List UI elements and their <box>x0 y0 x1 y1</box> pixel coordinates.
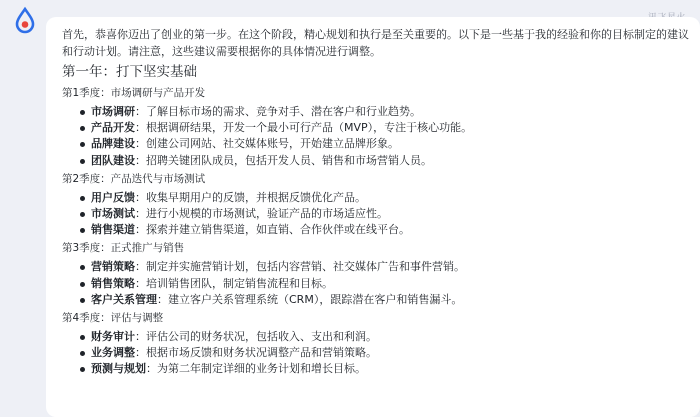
item-label: 财务审计 <box>91 330 135 344</box>
item-text: ：评估公司的财务状况，包括收入、支出和利润。 <box>135 330 377 344</box>
item-text: ：招聘关键团队成员，包括开发人员、销售和市场营销人员。 <box>135 153 432 167</box>
item-text: ：制定并实施营销计划，包括内容营销、社交媒体广告和事件营销。 <box>135 260 465 274</box>
item-text: ：为第二年制定详细的业务计划和增长目标。 <box>146 362 366 376</box>
quarter-item-list <box>62 190 690 239</box>
list-item <box>62 361 690 377</box>
item-label: 预测与规划 <box>91 362 146 376</box>
bullet-icon <box>80 142 85 147</box>
item-text: ：根据调研结果，开发一个最小可行产品（MVP），专注于核心功能。 <box>135 121 473 135</box>
list-item <box>62 329 690 345</box>
item-text: ：建立客户关系管理系统（CRM），跟踪潜在客户和销售漏斗。 <box>157 292 463 306</box>
list-item <box>62 206 690 222</box>
quarter-title: 第2季度：产品迭代与市场测试 <box>62 172 206 185</box>
list-item <box>62 190 690 206</box>
item-label: 营销策略 <box>91 260 135 274</box>
list-item <box>62 120 690 136</box>
bullet-icon <box>80 298 85 303</box>
quarter-item-list <box>62 259 690 308</box>
list-item <box>62 136 690 152</box>
quarter-title: 第3季度：正式推广与销售 <box>62 242 185 255</box>
quarter-item-list <box>62 104 690 169</box>
item-text: ：了解目标市场的需求、竞争对手、潜在客户和行业趋势。 <box>135 105 421 118</box>
bullet-icon <box>80 367 85 372</box>
quarter-list <box>62 86 690 378</box>
quarter-title: 第4季度：评估与调整 <box>62 312 164 325</box>
item-label: 市场测试 <box>91 207 135 221</box>
intro-paragraph: 首先，恭喜你迈出了创业的第一步。在这个阶段，精心规划和执行是至关重要的。以下是一些基于我的经验和你的目标制定的建议和行动计划。请注意，这些建议需要根据你的具体情况进行调整。 <box>62 28 689 58</box>
bullet-icon <box>80 110 85 115</box>
list-item <box>62 104 690 120</box>
quarter-title: 第1季度：市场调研与产品开发 <box>62 87 206 99</box>
droplet-logo-icon[interactable] <box>10 6 40 36</box>
bullet-icon <box>80 228 85 233</box>
list-item <box>62 222 690 238</box>
item-label: 用户反馈 <box>91 190 135 204</box>
list-item <box>62 345 690 361</box>
bullet-icon <box>80 212 85 217</box>
item-text: ：进行小规模的市场测试，验证产品的市场适应性。 <box>135 207 388 221</box>
section-title: 第一年：打下坚实基础 <box>62 64 197 80</box>
bullet-icon <box>80 351 85 356</box>
item-label: 销售策略 <box>91 276 135 290</box>
item-label: 销售渠道 <box>91 223 135 237</box>
quarter-item-list <box>62 329 690 378</box>
item-text: ：探索并建立销售渠道，如直销、合作伙伴或在线平台。 <box>135 223 410 237</box>
item-label: 产品开发 <box>91 121 135 135</box>
item-label: 客户关系管理 <box>91 292 157 306</box>
item-label: 团队建设 <box>91 153 135 167</box>
item-text: ：收集早期用户的反馈，并根据反馈优化产品。 <box>135 190 366 204</box>
list-item <box>62 292 690 308</box>
bullet-icon <box>80 126 85 131</box>
list-item <box>62 276 690 292</box>
bullet-icon <box>80 335 85 340</box>
bullet-icon <box>80 282 85 287</box>
bullet-icon <box>80 265 85 270</box>
item-text: ：根据市场反馈和财务状况调整产品和营销策略。 <box>135 346 377 360</box>
list-item <box>62 153 690 169</box>
item-label: 市场调研 <box>91 105 135 118</box>
list-item <box>62 259 690 275</box>
assistant-response-card <box>46 17 700 417</box>
item-text: ：创建公司网站、社交媒体账号，开始建立品牌形象。 <box>135 137 399 151</box>
item-label: 品牌建设 <box>91 137 135 151</box>
bullet-icon <box>80 159 85 164</box>
item-label: 业务调整 <box>91 346 135 360</box>
bullet-icon <box>80 196 85 201</box>
item-text: ：培训销售团队，制定销售流程和目标。 <box>135 276 333 290</box>
